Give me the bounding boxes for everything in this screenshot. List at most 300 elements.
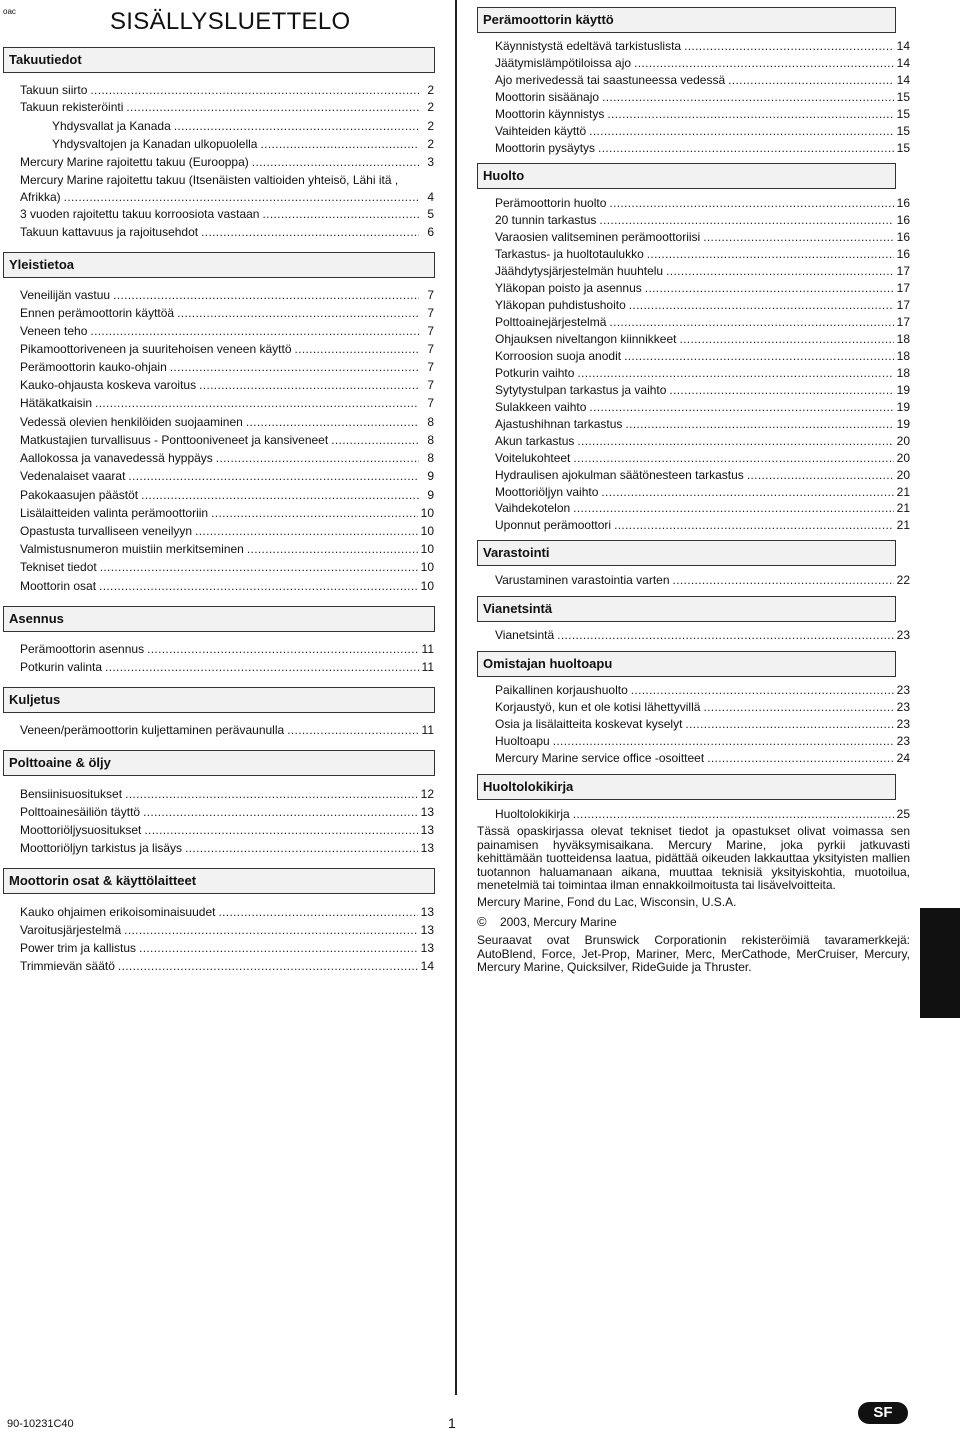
toc-entry-page: 10: [420, 560, 434, 574]
toc-entry[interactable]: [495, 331, 910, 348]
toc-entry-page: 7: [427, 342, 434, 356]
dot-leader: [143, 804, 418, 821]
toc-entry-title: Power trim ja kallistus: [20, 941, 137, 955]
toc-entry-page: 17: [896, 281, 910, 295]
toc-entry[interactable]: [495, 246, 910, 263]
dot-leader: [287, 722, 418, 739]
toc-entry-line2: [20, 189, 434, 206]
toc-entry-title: Polttoainejärjestelmä: [495, 315, 607, 329]
toc-entry-page: 23: [896, 717, 910, 731]
dot-leader: [105, 659, 418, 676]
toc-entry-title: Ajo merivedessä tai saastuneessa vedessä: [495, 73, 726, 87]
toc-entry-title: Voitelukohteet: [495, 451, 571, 465]
toc-entry-page: 10: [420, 579, 434, 593]
dot-leader: [295, 341, 420, 358]
toc-entry-page: 19: [896, 400, 910, 414]
toc-entry-title: Korroosion suoja anodit: [495, 349, 622, 363]
toc-entry-title: Moottorin sisäänajo: [495, 90, 600, 104]
toc-entry[interactable]: [495, 55, 910, 72]
dot-leader: [147, 641, 418, 658]
toc-subentry[interactable]: [20, 136, 434, 153]
toc-entry[interactable]: [495, 716, 910, 733]
toc-entry[interactable]: [495, 38, 910, 55]
dot-leader: [645, 280, 894, 297]
toc-entry-title: Moottorin pysäytys: [495, 141, 596, 155]
dot-leader: [100, 559, 418, 576]
dot-leader: [647, 246, 894, 263]
toc-entry[interactable]: [20, 922, 434, 939]
dot-leader: [177, 305, 419, 322]
dot-leader: [601, 484, 893, 501]
toc-entry[interactable]: [20, 487, 434, 504]
toc-entry-title-line1: Mercury Marine rajoitettu takuu (Itsenäisten valtioiden yhteisö, Lähi itä ,: [20, 173, 399, 187]
toc-entry-page: 13: [420, 841, 434, 855]
dot-leader: [625, 416, 893, 433]
toc-entry[interactable]: [495, 699, 910, 716]
toc-entry-page: 16: [896, 230, 910, 244]
toc-entry-title: Veneen/perämoottorin kuljettaminen perävaunulla: [20, 723, 285, 737]
toc-entry-title: Ajastushihnan tarkastus: [495, 417, 623, 431]
dot-leader: [685, 716, 893, 733]
dot-leader: [573, 450, 893, 467]
toc-entry[interactable]: [495, 517, 910, 534]
toc-entry-page: 21: [896, 501, 910, 515]
toc-entry-title: Matkustajien turvallisuus - Ponttooniveneet ja kansiveneet: [20, 433, 329, 447]
dot-leader: [599, 212, 893, 229]
page-title: SISÄLLYSLUETTELO: [110, 8, 351, 35]
toc-entry-page: 16: [896, 196, 910, 210]
toc-entry-page: 15: [896, 90, 910, 104]
dot-leader: [609, 314, 893, 331]
toc-entry[interactable]: [20, 82, 434, 99]
toc-entry-page: 7: [427, 306, 434, 320]
toc-entry-page: 17: [896, 264, 910, 278]
toc-entry-title: Akun tarkastus: [495, 434, 575, 448]
dot-leader: [573, 500, 893, 517]
toc-entry-page: 21: [896, 518, 910, 532]
toc-entry-title: Pakokaasujen päästöt: [20, 488, 139, 502]
toc-entry-title: Yhdysvallat ja Kanada: [52, 119, 171, 133]
toc-entry-title: Perämoottorin asennus: [20, 642, 145, 656]
toc-entry[interactable]: [495, 280, 910, 297]
toc-entry[interactable]: [495, 382, 910, 399]
toc-entry[interactable]: [495, 123, 910, 140]
toc-entry[interactable]: [20, 359, 434, 376]
toc-entry-page: 11: [421, 642, 434, 656]
toc-entry-title: Vaihdekotelon: [495, 501, 571, 515]
dot-leader: [684, 38, 894, 55]
dot-leader: [573, 806, 894, 823]
dot-leader: [598, 140, 894, 157]
toc-entry-page: 23: [896, 683, 910, 697]
toc-entry[interactable]: [495, 89, 910, 106]
toc-entry[interactable]: [20, 341, 434, 358]
toc-entry-title: Hätäkatkaisin: [20, 396, 93, 410]
dot-leader: [126, 99, 419, 116]
toc-entry-page: 16: [896, 247, 910, 261]
dot-leader: [624, 348, 894, 365]
dot-leader: [124, 922, 417, 939]
section-heading-kuljetus: Kuljetus: [3, 687, 435, 713]
dot-leader: [144, 822, 417, 839]
toc-entry-title: Hydraulisen ajokulman säätönesteen tarkastus: [495, 468, 744, 482]
toc-entry[interactable]: [495, 212, 910, 229]
toc-entry-title: Lisälaitteiden valinta perämoottoriin: [20, 506, 209, 520]
toc-entry[interactable]: [20, 641, 434, 658]
toc-entry-title: Varoitusjärjestelmä: [20, 923, 122, 937]
toc-entry-title: Sytytystulpan tarkastus ja vaihto: [495, 383, 667, 397]
dot-leader: [669, 382, 893, 399]
toc-entry-page: 8: [427, 451, 434, 465]
toc-entry[interactable]: [20, 505, 434, 522]
toc-entry-title-line2: Afrikka): [20, 190, 61, 204]
toc-entry[interactable]: [20, 432, 434, 449]
toc-entry-page: 13: [420, 923, 434, 937]
dot-leader: [195, 523, 418, 540]
toc-entry-title: 20 tunnin tarkastus: [495, 213, 597, 227]
dot-leader: [666, 263, 894, 280]
toc-entry-title: Perämoottorin kauko-ohjain: [20, 360, 167, 374]
dot-leader: [607, 106, 893, 123]
toc-entry[interactable]: [495, 627, 910, 644]
toc-entry-title: Kauko-ohjausta koskeva varoitus: [20, 378, 197, 392]
toc-entry-title: Ennen perämoottorin käyttöä: [20, 306, 175, 320]
toc-entry[interactable]: [495, 140, 910, 157]
toc-entry-page: 15: [896, 107, 910, 121]
toc-entry[interactable]: [495, 450, 910, 467]
toc-entry-page: 25: [896, 807, 910, 821]
toc-entry-page: 13: [420, 941, 434, 955]
toc-entry-title: Moottoriöljyn tarkistus ja lisäys: [20, 841, 183, 855]
copyright-icon: ©: [477, 914, 487, 929]
toc-entry-page: 9: [427, 488, 434, 502]
dot-leader: [125, 786, 418, 803]
toc-entry[interactable]: [20, 206, 434, 223]
toc-entry-page: 10: [420, 542, 434, 556]
toc-entry-title: Käynnistystä edeltävä tarkistuslista: [495, 39, 682, 53]
toc-entry-page: 7: [427, 360, 434, 374]
dot-leader: [609, 195, 893, 212]
toc-entry-page: 4: [427, 190, 434, 204]
toc-entry-title: Vaihteiden käyttö: [495, 124, 587, 138]
toc-entry-page: 11: [421, 723, 434, 737]
toc-entry[interactable]: [20, 287, 434, 304]
toc-entry-title: Vianetsintä: [495, 628, 555, 642]
toc-entry-page: 6: [427, 225, 434, 239]
dot-leader: [331, 432, 419, 449]
toc-entry-title: Takuun rekisteröinti: [20, 100, 124, 114]
toc-entry-page: 18: [896, 349, 910, 363]
toc-entry-title: Paikallinen korjaushuolto: [495, 683, 628, 697]
dot-leader: [113, 287, 419, 304]
dot-leader: [262, 206, 419, 223]
trademark-paragraph: Seuraavat ovat Brunswick Corporationin rekisteröimiä tavaramerkkejä: AutoBlend, Force, Jet-Prop, Mariner, Merc, MerCathode, MerCruiser, Mercury, Mercury Marine, Quicksilver, RideGuide ja Thruster.: [477, 933, 910, 974]
toc-entry-page: 9: [427, 469, 434, 483]
toc-entry-title: Vedessä olevien henkilöiden suojaaminen: [20, 415, 243, 429]
dot-leader: [589, 123, 893, 140]
dot-leader: [629, 297, 894, 314]
toc-entry-page: 2: [427, 137, 434, 151]
toc-entry-title: Moottoriöljyn vaihto: [495, 485, 599, 499]
toc-entry[interactable]: [20, 468, 434, 485]
toc-entry-page: 8: [427, 433, 434, 447]
toc-entry-page: 24: [896, 751, 910, 765]
dot-leader: [589, 399, 893, 416]
toc-entry-title: Osia ja lisälaitteita koskevat kyselyt: [495, 717, 683, 731]
dot-leader: [185, 840, 418, 857]
dot-leader: [703, 229, 893, 246]
toc-subentry[interactable]: [20, 118, 434, 135]
toc-entry-title: 3 vuoden rajoitettu takuu korroosiota vastaan: [20, 207, 260, 221]
dot-leader: [90, 82, 419, 99]
section-heading-takuutiedot: Takuutiedot: [3, 47, 435, 73]
toc-entry[interactable]: [495, 682, 910, 699]
copyright-text: 2003, Mercury Marine: [499, 915, 617, 929]
dot-leader: [252, 154, 419, 171]
toc-entry-title: Korjaustyö, kun et ole kotisi lähettyvillä: [495, 700, 701, 714]
dot-leader: [673, 572, 894, 589]
toc-entry-page: 14: [896, 39, 910, 53]
toc-entry-title: Valmistusnumeron muistiin merkitseminen: [20, 542, 244, 556]
toc-entry[interactable]: [20, 541, 434, 558]
toc-entry-multiline[interactable]: [20, 172, 434, 206]
toc-entry[interactable]: [495, 416, 910, 433]
toc-entry-page: 2: [427, 119, 434, 133]
toc-entry[interactable]: [20, 559, 434, 576]
toc-entry-title: Potkurin vaihto: [495, 366, 575, 380]
toc-entry-page: 21: [896, 485, 910, 499]
toc-entry-title: Yläkopan puhdistushoito: [495, 298, 626, 312]
toc-entry-title: Opastusta turvalliseen veneilyyn: [20, 524, 193, 538]
toc-entry-title: Sulakkeen vaihto: [495, 400, 587, 414]
toc-entry[interactable]: [495, 733, 910, 750]
toc-entry-page: 15: [896, 124, 910, 138]
toc-entry-title: Potkurin valinta: [20, 660, 103, 674]
toc-entry-title: Moottorin osat: [20, 579, 97, 593]
toc-entry[interactable]: [20, 323, 434, 340]
language-badge: SF: [858, 1402, 908, 1424]
dot-leader: [707, 750, 893, 767]
toc-entry[interactable]: [20, 99, 434, 116]
toc-entry-title: Perämoottorin huolto: [495, 196, 607, 210]
toc-entry-page: 7: [427, 324, 434, 338]
toc-entry-title: Tarkastus- ja huoltotaulukko: [495, 247, 644, 261]
toc-entry[interactable]: [20, 940, 434, 957]
toc-entry-page: 13: [420, 805, 434, 819]
toc-entry-page: 11: [421, 660, 434, 674]
dot-leader: [247, 541, 418, 558]
toc-entry-page: 20: [896, 434, 910, 448]
toc-entry[interactable]: [20, 450, 434, 467]
toc-entry-page: 8: [427, 415, 434, 429]
toc-entry-title: Huoltolokikirja: [495, 807, 570, 821]
toc-entry[interactable]: [20, 305, 434, 322]
toc-entry[interactable]: [495, 263, 910, 280]
toc-entry[interactable]: [495, 467, 910, 484]
copyright-line: [477, 915, 910, 930]
dot-leader: [260, 136, 419, 153]
column-divider: [455, 0, 457, 1395]
dot-leader: [95, 395, 419, 412]
dot-leader: [139, 940, 418, 957]
section-heading-vianetsinta: Vianetsintä: [477, 596, 896, 622]
toc-entry-page: 13: [420, 823, 434, 837]
toc-entry[interactable]: [495, 106, 910, 123]
toc-entry-title: Yläkopan poisto ja asennus: [495, 281, 642, 295]
toc-entry-page: 7: [427, 396, 434, 410]
dot-leader: [631, 682, 894, 699]
section-heading-peramoottorin-kaytto: Perämoottorin käyttö: [477, 7, 896, 33]
toc-entry-title: Huoltoapu: [495, 734, 550, 748]
dot-leader: [118, 958, 418, 975]
dot-leader: [679, 331, 893, 348]
toc-entry-title: Takuun siirto: [20, 83, 88, 97]
toc-entry-title: Ohjauksen niveltangon kiinnikkeet: [495, 332, 677, 346]
address-line: Mercury Marine, Fond du Lac, Wisconsin, U.S.A.: [477, 895, 737, 909]
toc-entry[interactable]: [495, 750, 910, 767]
document-tag: oac: [3, 7, 16, 16]
toc-entry[interactable]: [20, 523, 434, 540]
toc-entry-page: 19: [896, 417, 910, 431]
toc-entry-title: Tekniset tiedot: [20, 560, 97, 574]
toc-entry-page: 7: [427, 378, 434, 392]
toc-entry-title: Mercury Marine service office -osoitteet: [495, 751, 705, 765]
toc-entry[interactable]: [20, 154, 434, 171]
toc-entry-title: Veneen teho: [20, 324, 88, 338]
toc-entry[interactable]: [20, 958, 434, 975]
toc-entry[interactable]: [20, 786, 434, 803]
section-heading-yleistietoa: Yleistietoa: [3, 252, 435, 278]
dot-leader: [218, 904, 417, 921]
toc-entry[interactable]: [495, 229, 910, 246]
toc-entry-title: Pikamoottoriveneen ja suuritehoisen veneen käyttö: [20, 342, 292, 356]
toc-entry-page: 12: [420, 787, 434, 801]
dot-leader: [634, 55, 894, 72]
toc-entry[interactable]: [495, 572, 910, 589]
toc-entry-page: 3: [427, 155, 434, 169]
toc-entry[interactable]: [20, 840, 434, 857]
toc-entry[interactable]: [495, 314, 910, 331]
toc-entry-title: Vedenalaiset vaarat: [20, 469, 126, 483]
toc-entry-title: Jäätymislämpötiloissa ajo: [495, 56, 632, 70]
toc-entry-title: Jäähdytysjärjestelmän huuhtelu: [495, 264, 664, 278]
toc-entry-page: 17: [896, 298, 910, 312]
toc-entry-page: 20: [896, 468, 910, 482]
toc-entry[interactable]: [20, 377, 434, 394]
toc-entry-title: Varustaminen varastointia varten: [495, 573, 670, 587]
toc-entry[interactable]: [20, 395, 434, 412]
toc-entry-page: 20: [896, 451, 910, 465]
toc-entry[interactable]: [495, 348, 910, 365]
dot-leader: [747, 467, 894, 484]
toc-entry-title: Aallokossa ja vanavedessä hyppäys: [20, 451, 213, 465]
toc-entry-title: Moottorin käynnistys: [495, 107, 605, 121]
toc-entry[interactable]: [20, 578, 434, 595]
toc-entry-page: 18: [896, 332, 910, 346]
section-heading-omistajan-huoltoapu: Omistajan huoltoapu: [477, 651, 896, 677]
toc-entry[interactable]: [20, 822, 434, 839]
dot-leader: [553, 733, 894, 750]
document-code: 90-10231C40: [7, 1418, 74, 1430]
toc-entry-title: Mercury Marine rajoitettu takuu (Eurooppa): [20, 155, 249, 169]
dot-leader: [128, 468, 419, 485]
toc-entry-page: 23: [896, 628, 910, 642]
toc-entry-page: 10: [420, 524, 434, 538]
section-tab-marker: [920, 908, 960, 1018]
dot-leader: [216, 450, 419, 467]
toc-entry-page: 14: [896, 73, 910, 87]
toc-entry-title: Takuun kattavuus ja rajoitusehdot: [20, 225, 199, 239]
toc-entry-page: 22: [896, 573, 910, 587]
toc-entry-page: 14: [896, 56, 910, 70]
toc-entry[interactable]: [495, 195, 910, 212]
toc-entry[interactable]: [495, 365, 910, 382]
section-heading-huoltolokikirja: Huoltolokikirja: [477, 774, 896, 800]
toc-entry-page: 13: [420, 905, 434, 919]
dot-leader: [602, 89, 894, 106]
dot-leader: [174, 118, 419, 135]
toc-entry-page: 2: [427, 83, 434, 97]
toc-entry-page: 14: [420, 959, 434, 973]
section-heading-moottorin-osat: Moottorin osat & käyttölaitteet: [3, 868, 435, 894]
dot-leader: [199, 377, 419, 394]
toc-entry-title: Trimmievän säätö: [20, 959, 115, 973]
dot-leader: [728, 72, 894, 89]
toc-entry-title: Bensiinisuositukset: [20, 787, 123, 801]
toc-entry-page: 10: [420, 506, 434, 520]
section-heading-asennus: Asennus: [3, 606, 435, 632]
toc-entry-title: Kauko ohjaimen erikoisominaisuudet: [20, 905, 216, 919]
toc-entry-page: 5: [427, 207, 434, 221]
toc-entry-page: 23: [896, 734, 910, 748]
toc-entry[interactable]: [20, 414, 434, 431]
toc-entry[interactable]: [495, 484, 910, 501]
dot-leader: [141, 487, 419, 504]
section-heading-huolto: Huolto: [477, 163, 896, 189]
toc-entry-title: Yhdysvaltojen ja Kanadan ulkopuolella: [52, 137, 258, 151]
toc-entry-title: Uponnut perämoottori: [495, 518, 612, 532]
toc-entry-title: Polttoainesäiliön täyttö: [20, 805, 141, 819]
toc-entry-page: 16: [896, 213, 910, 227]
section-heading-varastointi: Varastointi: [477, 540, 896, 566]
dot-leader: [211, 505, 418, 522]
dot-leader: [614, 517, 894, 534]
toc-entry[interactable]: [495, 399, 910, 416]
toc-entry-title: Moottoriöljysuositukset: [20, 823, 142, 837]
dot-leader: [170, 359, 419, 376]
toc-entry[interactable]: [20, 904, 434, 921]
dot-leader: [577, 433, 893, 450]
toc-entry[interactable]: [495, 806, 910, 823]
dot-leader: [703, 699, 893, 716]
disclaimer-paragraph: Tässä opaskirjassa olevat tekniset tiedot ja opastukset olivat voimassa sen painamisen hyväksymisaikana. Mercury Marine, joka pyrkii jatkuvasti kehittämään tuotteidensa laatua, pidättää oikeuden lakkauttaa yksityisten mallien tuotannon haluamanaan aikana, muuttaa teknisiä yksityiskohtia, muotoilua, menetelmiä tai toimintaa ilman ennakkoilmoitusta tai lisävelvoitteita.: [477, 824, 910, 892]
dot-leader: [201, 224, 419, 241]
toc-entry[interactable]: [495, 297, 910, 314]
toc-entry[interactable]: [20, 224, 434, 241]
toc-entry[interactable]: [20, 804, 434, 821]
section-heading-polttoaine: Polttoaine & öljy: [3, 750, 435, 776]
page-number: 1: [448, 1415, 456, 1431]
toc-entry-title: Varaosien valitseminen perämoottoriisi: [495, 230, 701, 244]
toc-entry-page: 2: [427, 100, 434, 114]
toc-entry[interactable]: [495, 433, 910, 450]
toc-entry[interactable]: [495, 500, 910, 517]
toc-entry[interactable]: [20, 659, 434, 676]
toc-entry-page: 15: [896, 141, 910, 155]
dot-leader: [577, 365, 893, 382]
toc-entry[interactable]: [20, 722, 434, 739]
toc-entry[interactable]: [495, 72, 910, 89]
